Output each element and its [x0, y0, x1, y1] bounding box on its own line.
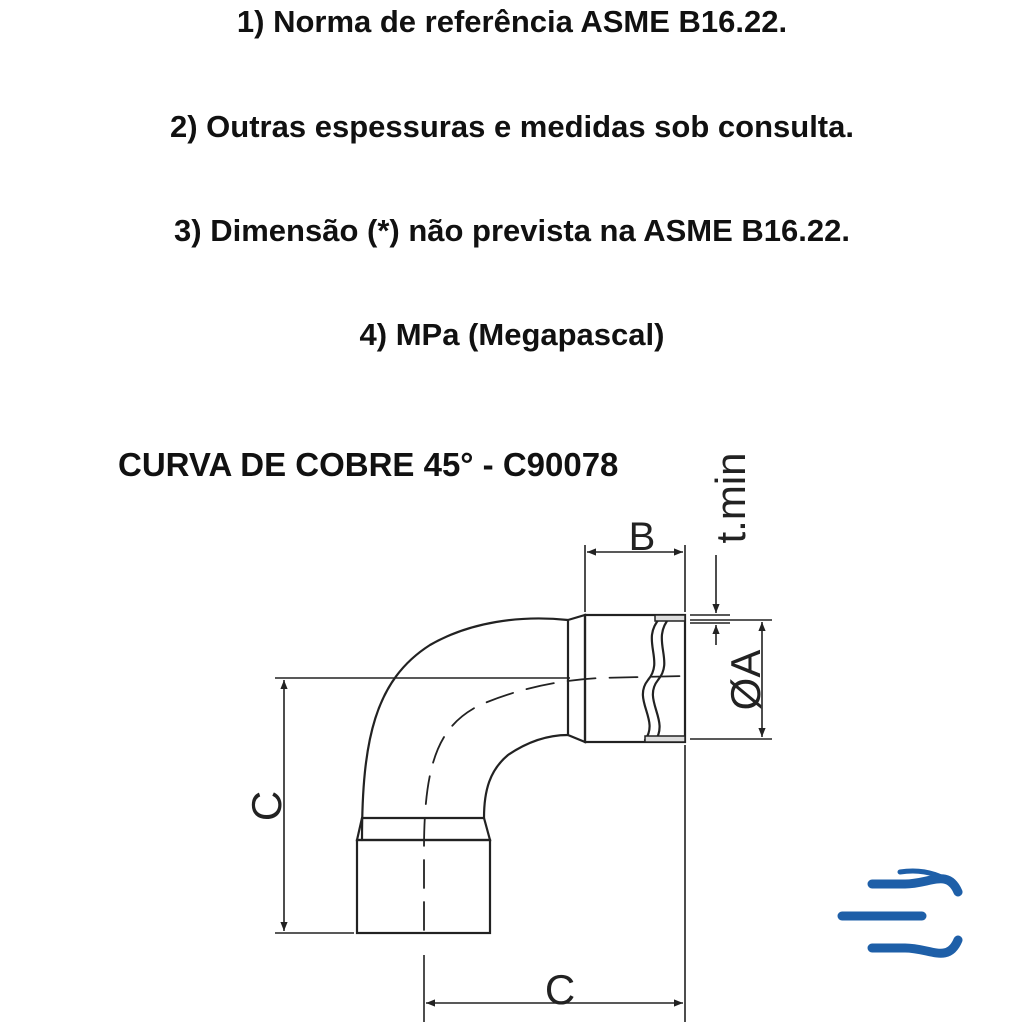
dimensions [275, 545, 772, 1022]
elbow-inner-arc [484, 735, 568, 818]
note-1: 1) Norma de referência ASME B16.22. [236, 4, 788, 39]
wall-bottom [645, 736, 685, 742]
wall-top [655, 615, 685, 621]
note-2: 2) Outras espessuras e medidas sob consulta. [170, 109, 854, 144]
label-c-vertical: C [243, 790, 290, 822]
label-c-horizontal: C [544, 966, 576, 1013]
elbow-outer-arc [362, 618, 568, 840]
brand-lines-icon [842, 871, 960, 953]
elbow-fitting [357, 615, 685, 933]
product-title: CURVA DE COBRE 45° - C90078 [118, 446, 619, 483]
socket-right [585, 615, 685, 742]
note-3: 3) Dimensão (*) não prevista na ASME B16.22. [174, 213, 850, 248]
label-b: B [628, 515, 656, 559]
centerline [424, 676, 684, 930]
label-diameter-a: ØA [722, 649, 769, 711]
label-t-min: t.min [707, 452, 754, 544]
break-line-2 [653, 617, 670, 741]
note-4: 4) MPa (Megapascal) [359, 317, 665, 352]
